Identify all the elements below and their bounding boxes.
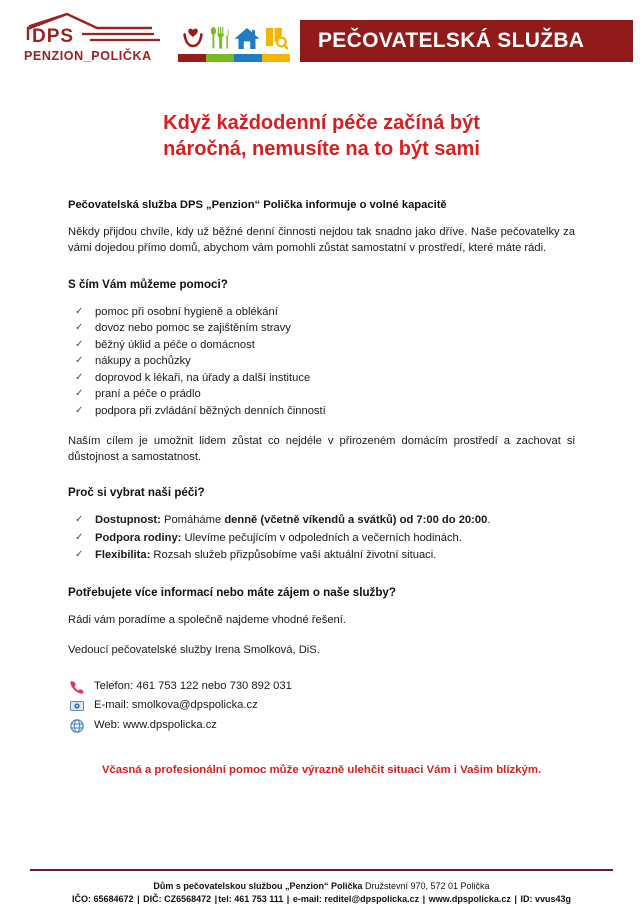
- list-item-label: doprovod k lékaři, na úřady a další instituce: [95, 371, 311, 384]
- check-icon: ✓: [75, 531, 84, 543]
- list-item: [68, 386, 575, 403]
- footer-web: www.dpspolicka.cz: [428, 894, 511, 905]
- pictogram-colorbar: [178, 54, 290, 62]
- check-icon: ✓: [75, 371, 84, 383]
- list-item: [68, 512, 575, 529]
- contact-manager: Vedoucí pečovatelské služby Irena Smolková, DiS.: [68, 643, 320, 656]
- check-icon: ✓: [75, 514, 84, 526]
- list-item-label: pomoc při osobní hygieně a oblékání: [95, 305, 278, 318]
- phone-icon: [70, 680, 84, 694]
- logo-graphic: [22, 12, 172, 70]
- house-icon: [234, 27, 260, 50]
- contact-web-row: [68, 716, 575, 736]
- goal-paragraph: Naším cílem je umožnit lidem zůstat co nejdéle v přirozeném domácím prostředí a zachovat si důstojnost a samostatnost.: [68, 434, 575, 463]
- list-item: [68, 530, 575, 547]
- why-item-label: Flexibilita:: [95, 549, 151, 562]
- contact-email-text: E-mail: smolkova@dpspolicka.cz: [94, 699, 258, 712]
- check-icon: ✓: [75, 305, 84, 317]
- check-icon: ✓: [75, 549, 84, 561]
- services-heading: S čím Vám můžeme pomoci?: [68, 277, 228, 291]
- svg-text:DPS: DPS: [32, 26, 75, 47]
- why-item-text-before: Rozsah služeb přizpůsobíme vaší aktuální životní situaci.: [150, 549, 437, 562]
- page-header: [0, 0, 643, 82]
- footer-divider: [30, 869, 613, 871]
- list-item-label: běžný úklid a péče o domácnost: [95, 338, 255, 351]
- footer-tel: tel: 461 753 111: [218, 894, 284, 905]
- list-item-label: nákupy a pochůzky: [95, 355, 191, 368]
- headline-line-1: Když každodenní péče začíná být: [163, 112, 480, 134]
- list-item: [68, 304, 575, 321]
- colorbar-segment-yellow: [262, 54, 290, 62]
- footer-separator: |: [137, 894, 140, 905]
- dps-penzion-policka-logo: [22, 12, 172, 70]
- footer-separator: |: [286, 894, 290, 905]
- check-icon: ✓: [75, 338, 84, 350]
- cutlery-icon: [210, 26, 230, 50]
- footer-organization: [30, 880, 613, 894]
- book-search-icon: [264, 26, 288, 50]
- email-icon: [70, 699, 84, 713]
- services-list: [68, 304, 575, 420]
- contact-heading: Potřebujete více informací nebo máte zájem o naše služby?: [68, 585, 396, 599]
- page-headline: [68, 110, 575, 163]
- page-footer: [0, 869, 643, 907]
- footer-email: e-mail: reditel@dpspolicka.cz: [292, 894, 420, 905]
- why-item-text-before: Pomáháme: [160, 514, 225, 527]
- contact-intro: Rádi vám poradíme a společně najdeme vhodné řešení.: [68, 613, 346, 626]
- list-item: [68, 353, 575, 370]
- svg-text:PENZION_POLIČKA: PENZION_POLIČKA: [24, 49, 152, 63]
- contact-phone-row: [68, 677, 575, 697]
- why-item-text-before: Ulevíme pečujícím v odpoledních a večerních hodinách.: [181, 531, 462, 544]
- colorbar-segment-green: [206, 54, 234, 62]
- footer-ico: IČO: 65684672: [72, 894, 134, 905]
- pictogram-row: [178, 20, 290, 50]
- list-item: [68, 320, 575, 337]
- why-item-text-after: .: [487, 514, 491, 527]
- footer-id: ID: vvus43g: [520, 894, 571, 905]
- footer-dic: DIČ: CZ6568472: [143, 894, 212, 905]
- why-heading: Proč si vybrat naši péči?: [68, 486, 205, 500]
- why-item-label: Dostupnost:: [95, 514, 161, 527]
- footer-separator: |: [214, 894, 218, 905]
- closing-message: [68, 762, 575, 779]
- contact-email-row: [68, 696, 575, 716]
- check-icon: ✓: [75, 355, 84, 367]
- colorbar-segment-blue: [234, 54, 262, 62]
- list-item: [68, 403, 575, 420]
- check-icon: ✓: [75, 405, 84, 417]
- footer-identifiers: [30, 893, 613, 907]
- headline-line-2: náročná, nemusíte na to být sami: [163, 138, 480, 161]
- contact-details-list: [68, 677, 575, 736]
- footer-org-name: Dům s pečovatelskou službou „Penzion“ Polička: [153, 880, 363, 891]
- check-icon: ✓: [75, 322, 84, 334]
- why-list: [68, 512, 575, 564]
- why-item-emphasis: denně (včetně víkendů a svátků) od 7:00 do 20:00: [224, 514, 488, 527]
- footer-separator: |: [514, 894, 517, 905]
- why-item-label: Podpora rodiny:: [95, 531, 182, 544]
- footer-separator: |: [422, 894, 426, 905]
- closing-line-2: blízkým.: [496, 763, 542, 776]
- list-item-label: dovoz nebo pomoc se zajištěním stravy: [95, 322, 291, 335]
- list-item-label: praní a péče o prádlo: [95, 388, 201, 401]
- hands-heart-icon: [180, 26, 206, 50]
- globe-icon: [70, 719, 84, 733]
- intro-title: Pečovatelská služba DPS „Penzion“ Polička informuje o volné kapacitě: [68, 198, 447, 211]
- list-item: [68, 547, 575, 564]
- contact-web-text: Web: www.dpspolicka.cz: [94, 719, 217, 732]
- service-pictograms: [178, 20, 290, 62]
- closing-line-1: Včasná a profesionální pomoc může výrazně ulehčit situaci Vám i Vašim: [101, 763, 494, 776]
- page-content: [0, 110, 643, 778]
- banner-title: PEČOVATELSKÁ SLUŽBA: [300, 20, 633, 62]
- list-item: [68, 370, 575, 387]
- check-icon: ✓: [75, 388, 84, 400]
- footer-org-address: Družstevní 970, 572 01 Polička: [362, 880, 490, 891]
- list-item-label: podpora při zvládání běžných denních činností: [95, 405, 326, 418]
- colorbar-segment-red: [178, 54, 206, 62]
- list-item: [68, 337, 575, 354]
- intro-paragraph: Někdy přijdou chvíle, kdy už běžné denní činnosti nejdou tak snadno jako dříve. Naše pečovatelky za vámi dojedou přímo domů, abychom vám pomohli zůstat samostatní v prostředí, které máte rádi.: [68, 225, 575, 254]
- contact-phone-text: Telefon: 461 753 122 nebo 730 892 031: [94, 679, 292, 692]
